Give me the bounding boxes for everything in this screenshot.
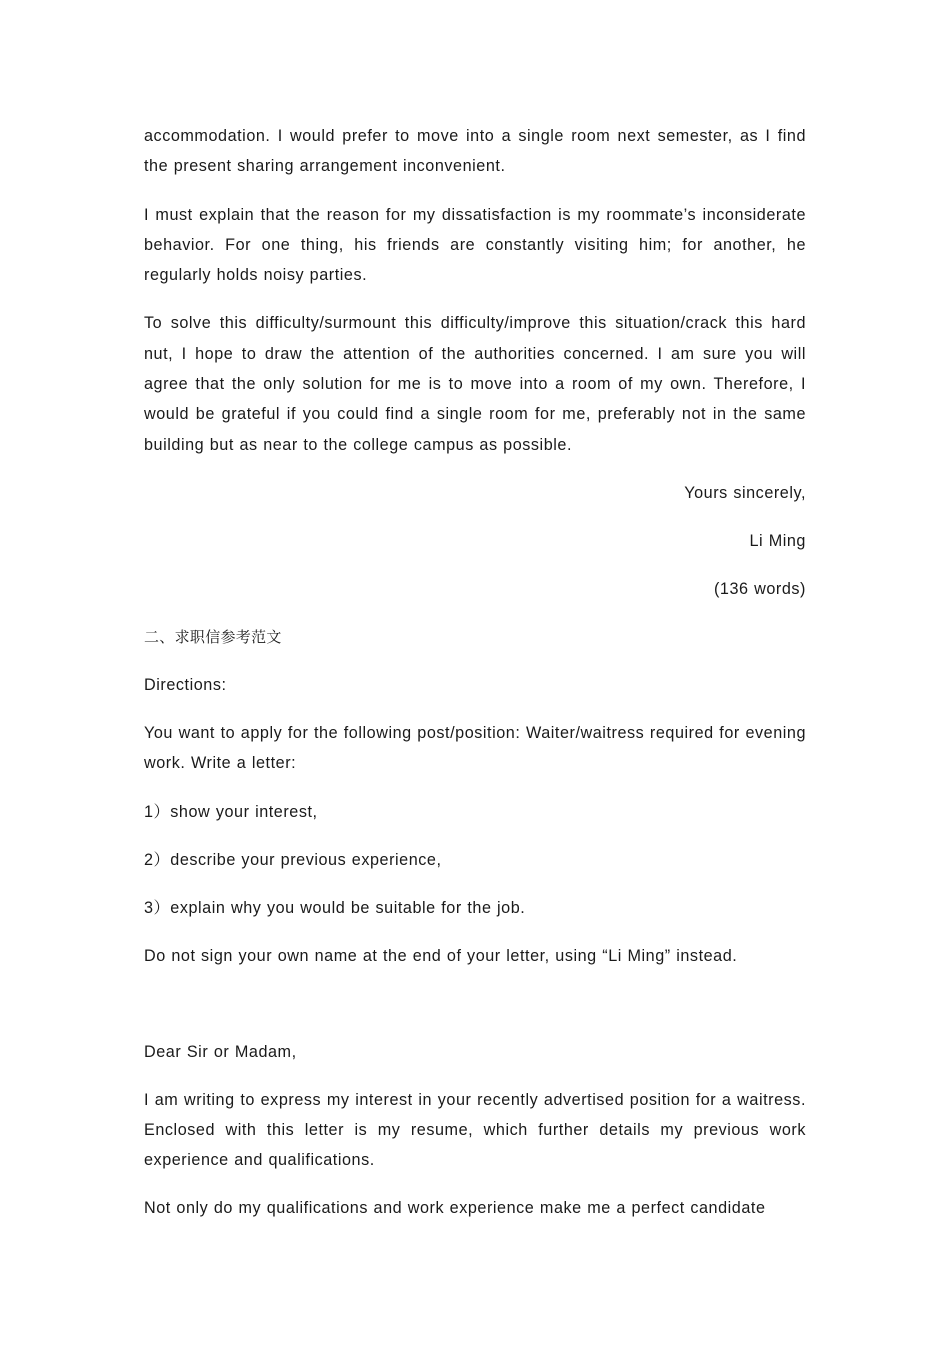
directions-item-3: 3）explain why you would be suitable for the job. <box>144 898 526 917</box>
letter1-paragraph-3: To solve this difficulty/surmount this difficulty/improve this situation/crack this hard nut, I hope to draw the attention of the authorities concerned. I am sure you will agree that the only solution for me is to move into a room of my own. Therefore, I would be grateful if you could find a single room for me, preferably not in the same building but as near to the college campus as possible. <box>144 314 806 454</box>
letter2-salutation: Dear Sir or Madam, <box>144 1042 297 1061</box>
directions-label: Directions: <box>144 675 227 694</box>
letter1-closing: Yours sincerely, <box>684 483 806 502</box>
section-heading: 二、求职信参考范文 <box>144 627 282 646</box>
directions-text: You want to apply for the following post/position: Waiter/waitress required for evening work. Write a letter: <box>144 723 806 773</box>
letter2-paragraph-2: Not only do my qualifications and work experience make me a perfect candidate <box>144 1199 766 1218</box>
letter1-paragraph-1: accommodation. I would prefer to move into a single room next semester, as I find the present sharing arrangement inconvenient. <box>144 127 806 176</box>
letter2-paragraph-1: I am writing to express my interest in your recently advertised position for a waitress. Enclosed with this letter is my resume, which further details my previous work experience and qualifications. <box>144 1090 806 1170</box>
directions-item-1: 1）show your interest, <box>144 802 318 821</box>
document-page <box>144 121 806 1241</box>
directions-note: Do not sign your own name at the end of your letter, using “Li Ming” instead. <box>144 946 738 965</box>
letter1-signature: Li Ming <box>749 531 806 550</box>
blank-line <box>144 989 806 1037</box>
letter1-paragraph-2: I must explain that the reason for my dissatisfaction is my roommate’s inconsiderate behavior. For one thing, his friends are constantly visiting him; for another, he regularly holds noisy parties. <box>144 205 806 285</box>
directions-item-2: 2）describe your previous experience, <box>144 850 442 869</box>
letter1-word-count: (136 words) <box>713 579 806 598</box>
